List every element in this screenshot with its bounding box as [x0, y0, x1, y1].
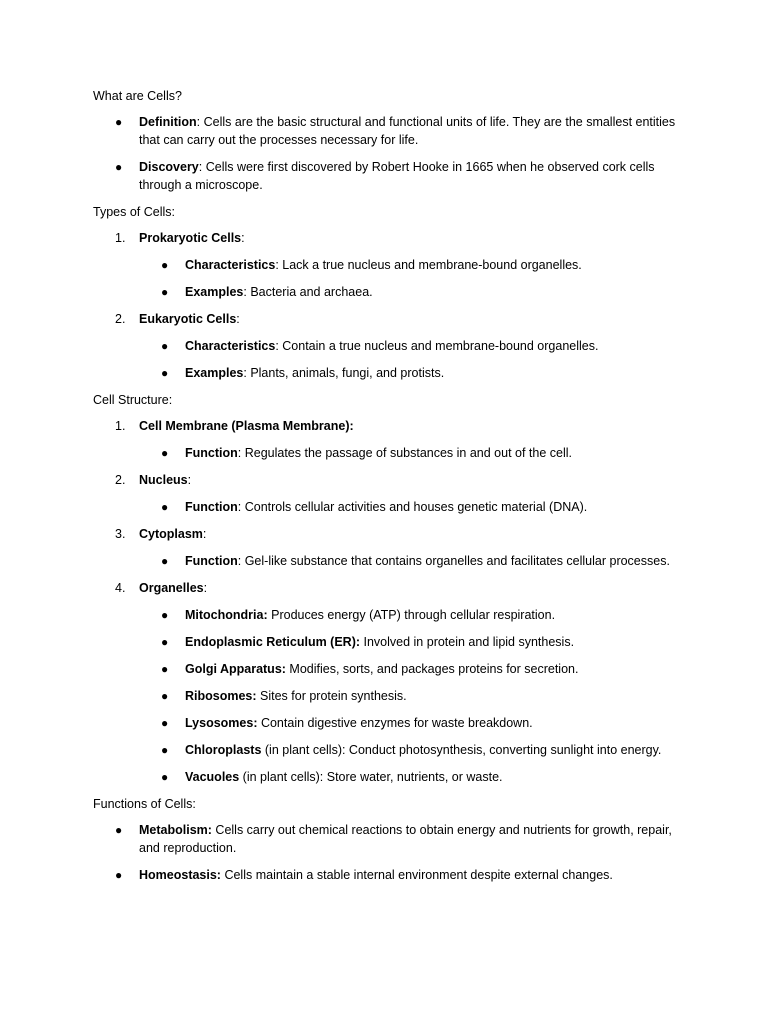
term: Homeostasis: [139, 868, 221, 882]
term: Function [185, 554, 238, 568]
bullet-icon: ● [161, 500, 169, 514]
numbered-list [93, 417, 683, 786]
item-text: : Lack a true nucleus and membrane-bound organelles. [275, 258, 582, 272]
term: Function [185, 500, 238, 514]
item-text: Sites for protein synthesis. [256, 689, 407, 703]
numbered-item [93, 471, 683, 516]
sub-list [139, 498, 683, 516]
bullet-icon: ● [115, 823, 123, 837]
list-item [93, 158, 683, 194]
bullet-list [93, 113, 683, 194]
term: Vacuoles [185, 770, 240, 784]
section-functions-of-cells [93, 795, 683, 884]
item-text: : Gel-like substance that contains organelles and facilitates cellular processes. [237, 554, 670, 568]
bullet-icon: ● [161, 366, 169, 380]
bullet-icon: ● [161, 662, 169, 676]
term: Discovery [139, 160, 199, 174]
bullet-icon: ● [115, 115, 123, 129]
item-number: 4. [115, 581, 126, 595]
term: Examples [185, 366, 244, 380]
term: Prokaryotic Cells [139, 231, 242, 245]
item-text: : Controls cellular activities and houses genetic material (DNA). [237, 500, 588, 514]
sub-list-item [139, 714, 683, 732]
item-number: 3. [115, 527, 126, 541]
list-item [93, 866, 683, 884]
section-heading: Types of Cells: [93, 205, 175, 219]
term: Characteristics [185, 339, 276, 353]
item-text: : Cells are the basic structural and functional units of life. They are the smallest entities that can carry out the processes necessary for life. [139, 115, 676, 147]
item-text: : [236, 312, 240, 326]
term: Lysosomes: [185, 716, 258, 730]
bullet-icon: ● [161, 258, 169, 272]
sub-list-item [139, 660, 683, 678]
item-text: : [202, 527, 207, 541]
sub-list-item [139, 741, 683, 759]
sub-list-item [139, 606, 683, 624]
item-text: Modifies, sorts, and packages proteins for secretion. [285, 662, 579, 676]
section-what-are-cells [93, 87, 683, 194]
bullet-icon: ● [161, 689, 169, 703]
item-text: Contain digestive enzymes for waste breakdown. [257, 716, 533, 730]
bullet-list [93, 821, 683, 884]
section-heading: Cell Structure: [93, 393, 173, 407]
item-text: : [241, 231, 245, 245]
sub-list-item [139, 687, 683, 705]
section-types-of-cells [93, 203, 683, 382]
term: Examples [185, 285, 244, 299]
term: Organelles [139, 581, 204, 595]
item-text: : Contain a true nucleus and membrane-bound organelles. [275, 339, 599, 353]
sub-list [139, 552, 683, 570]
numbered-item [93, 310, 683, 382]
term: Chloroplasts [185, 743, 262, 757]
sub-list-item [139, 552, 683, 570]
bullet-icon: ● [161, 743, 169, 757]
numbered-item [93, 229, 683, 301]
item-text: (in plant cells): Store water, nutrients, or waste. [239, 770, 503, 784]
bullet-icon: ● [161, 554, 169, 568]
term: Ribosomes: [185, 689, 257, 703]
item-text: : Plants, animals, fungi, and protists. [243, 366, 445, 380]
list-item [93, 821, 683, 857]
term: Nucleus [139, 473, 188, 487]
item-text: (in plant cells): Conduct photosynthesis, converting sunlight into energy. [261, 743, 662, 757]
item-number: 1. [115, 231, 126, 245]
sub-list-item [139, 498, 683, 516]
bullet-icon: ● [161, 285, 169, 299]
sub-list-item [139, 364, 683, 382]
section-heading: What are Cells? [93, 89, 182, 103]
item-text: : Cells were first discovered by Robert Hooke in 1665 when he observed cork cells through a microscope. [139, 160, 655, 192]
item-text: Cells maintain a stable internal environment despite external changes. [220, 868, 613, 882]
item-text: Involved in protein and lipid synthesis. [360, 635, 575, 649]
bullet-icon: ● [161, 770, 169, 784]
item-number: 1. [115, 419, 126, 433]
bullet-icon: ● [161, 635, 169, 649]
term: Golgi Apparatus: [185, 662, 286, 676]
term: Cell Membrane (Plasma Membrane): [139, 419, 354, 433]
item-text: : [203, 581, 208, 595]
term: Mitochondria: [185, 608, 268, 622]
numbered-item [93, 579, 683, 786]
sub-list-item [139, 283, 683, 301]
item-number: 2. [115, 312, 126, 326]
bullet-icon: ● [161, 716, 169, 730]
sub-list-item [139, 768, 683, 786]
term: Endoplasmic Reticulum (ER): [185, 635, 361, 649]
sub-list [139, 256, 683, 301]
sub-list [139, 606, 683, 786]
item-number: 2. [115, 473, 126, 487]
sub-list [139, 444, 683, 462]
bullet-icon: ● [161, 446, 169, 460]
sub-list-item [139, 444, 683, 462]
section-cell-structure [93, 391, 683, 786]
item-text: : Bacteria and archaea. [243, 285, 373, 299]
term: Cytoplasm [139, 527, 203, 541]
bullet-icon: ● [161, 339, 169, 353]
sub-list [139, 337, 683, 382]
list-item [93, 113, 683, 149]
term: Eukaryotic Cells [139, 312, 237, 326]
term: Definition [139, 115, 197, 129]
numbered-item [93, 525, 683, 570]
bullet-icon: ● [161, 608, 169, 622]
item-text: : Regulates the passage of substances in and out of the cell. [237, 446, 573, 460]
term: Function [185, 446, 238, 460]
bullet-icon: ● [115, 160, 123, 174]
bullet-icon: ● [115, 868, 123, 882]
numbered-item [93, 417, 683, 462]
item-text: Cells carry out chemical reactions to obtain energy and nutrients for growth, repair, and reproduction. [139, 823, 672, 855]
document-body [93, 87, 683, 893]
numbered-list [93, 229, 683, 382]
section-heading: Functions of Cells: [93, 797, 196, 811]
sub-list-item [139, 633, 683, 651]
item-text: : [187, 473, 192, 487]
term: Characteristics [185, 258, 276, 272]
sub-list-item [139, 337, 683, 355]
term: Metabolism: [139, 823, 212, 837]
item-text: Produces energy (ATP) through cellular respiration. [267, 608, 556, 622]
sub-list-item [139, 256, 683, 274]
